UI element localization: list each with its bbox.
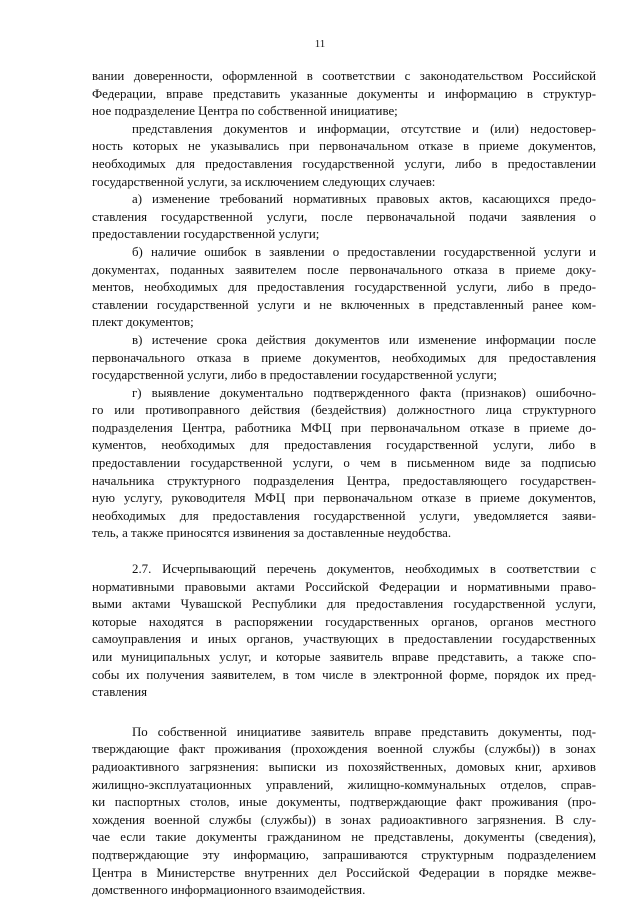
text-line: хождения военной службы (службы)) в зонах радиоактивного загрязнения. В слу- — [92, 812, 596, 827]
text-line: собы их получения заявителем, в том числе в электронной форме, порядок их пред- — [92, 667, 596, 682]
text-line: самоуправления и иных органов, участвующих в предоставлении государственных — [92, 632, 596, 647]
text-line: подтверждающие эту информацию, запрашиваются структурным подразделением — [92, 847, 596, 862]
list-item-v — [92, 332, 596, 385]
text-line: б) наличие ошибок в заявлении о предоставлении государственной услуги и — [132, 244, 596, 259]
text-line: ментов, необходимых для предоставления государственной услуги, либо в предо- — [92, 280, 596, 295]
text-line: или муниципальных услуг, и которые заявитель вправе представить, а также спо- — [92, 650, 596, 664]
paragraph-own-initiative — [92, 724, 596, 900]
text-line: представления документов и информации, отсутствие и (или) недостовер- — [132, 121, 596, 136]
text-line: жилищно-эксплуатационных управлений, жилищно-коммунальных отделов, справ- — [92, 777, 596, 792]
text-line: предоставлении государственной услуги, о чем в письменном виде за подписью — [92, 456, 596, 471]
paragraph-gap — [92, 702, 596, 724]
text-line: первоначального отказа в приеме документов, необходимых для предоставления — [92, 350, 596, 365]
document-body — [92, 68, 596, 900]
text-line: а) изменение требований нормативных правовых актов, касающихся предо- — [132, 192, 596, 207]
text-line: ставления государственной услуги, после первоначальной подачи заявления о — [92, 209, 596, 224]
text-line: го или противоправного действия (бездействия) должностного лица структурного — [92, 403, 596, 418]
text-line: предоставлении государственной услуги; — [92, 227, 320, 242]
text-line: г) выявление документально подтвержденного факта (признаков) ошибочно- — [132, 385, 596, 400]
text-line: 2.7. Исчерпывающий перечень документов, необходимых в соответствии с — [132, 562, 596, 577]
text-line: начальника структурного подразделения Центра, предоставляющего государствен- — [92, 473, 596, 488]
text-line: радиоактивного загрязнения: выписки из похозяйственных, домовых книг, архивов — [92, 759, 596, 774]
text-line: подразделения Центра, работника МФЦ при первоначальном отказе в приеме до- — [92, 420, 596, 435]
text-line: тель, а также приносятся извинения за доставленные неудобства. — [92, 526, 452, 541]
text-line: которые находятся в распоряжении государственных органов, органов местного — [92, 614, 596, 629]
text-line: документах, поданных заявителем после первоначального отказа в приеме доку- — [92, 262, 596, 277]
text-line: По собственной инициативе заявитель вправе представить документы, под- — [132, 724, 596, 739]
text-line: ки паспортных столов, иные документы, подтверждающие факт проживания (про- — [92, 795, 596, 810]
text-line: ность которых не указывались при первоначальном отказе в приеме документов, — [92, 139, 596, 154]
text-line: кументов, необходимых для предоставления государственной услуги, либо в — [92, 438, 596, 453]
text-line: Федерации, вправе представить указанные документы и информацию в структур- — [92, 86, 596, 101]
list-item-b — [92, 244, 596, 332]
text-line: необходимых для предоставления государственной услуги, уведомляется заяви- — [92, 508, 596, 523]
section-2-7-heading — [92, 561, 596, 702]
text-line: государственной услуги, за исключением следующих случаев: — [92, 174, 436, 189]
text-line: плект документов; — [92, 315, 194, 330]
text-line: ставления — [92, 685, 148, 700]
text-line: домственного информационного взаимодействия. — [92, 883, 366, 898]
text-line: выми актами Чувашской Республики для предоставления государственной услуги, — [92, 597, 596, 612]
text-line: ное подразделение Центра по собственной инициативе; — [92, 104, 398, 119]
list-item-a — [92, 191, 596, 244]
text-line: тверждающие факт проживания (прохождения военной службы (службы)) в зонах — [92, 742, 596, 757]
paragraph-continuation — [92, 68, 596, 121]
text-line: в) истечение срока действия документов или изменение информации после — [132, 332, 596, 347]
text-line: чае если такие документы гражданином не представлены, документы (сведения), — [92, 830, 596, 845]
text-line: Центра в Министерстве внутренних дел Российской Федерации в порядке межве- — [92, 865, 596, 880]
text-line: необходимых для предоставления государственной услуги, либо в предоставлении — [92, 156, 596, 171]
text-line: ставлении государственной услуги и не включенных в представленный ранее ком- — [92, 297, 596, 312]
text-line: вании доверенности, оформленной в соответствии с законодательством Российской — [92, 69, 596, 83]
paragraph-gap — [92, 543, 596, 561]
text-line: нормативными правовыми актами Российской Федерации и нормативными право- — [92, 579, 596, 594]
text-line: ную услугу, руководителя МФЦ при первоначальном отказе в приеме документов, — [92, 491, 596, 506]
page-number: 11 — [314, 38, 326, 50]
list-item-g — [92, 385, 596, 543]
text-line: государственной услуги, либо в предоставлении государственной услуги; — [92, 368, 497, 383]
paragraph-exceptions-intro — [92, 121, 596, 191]
